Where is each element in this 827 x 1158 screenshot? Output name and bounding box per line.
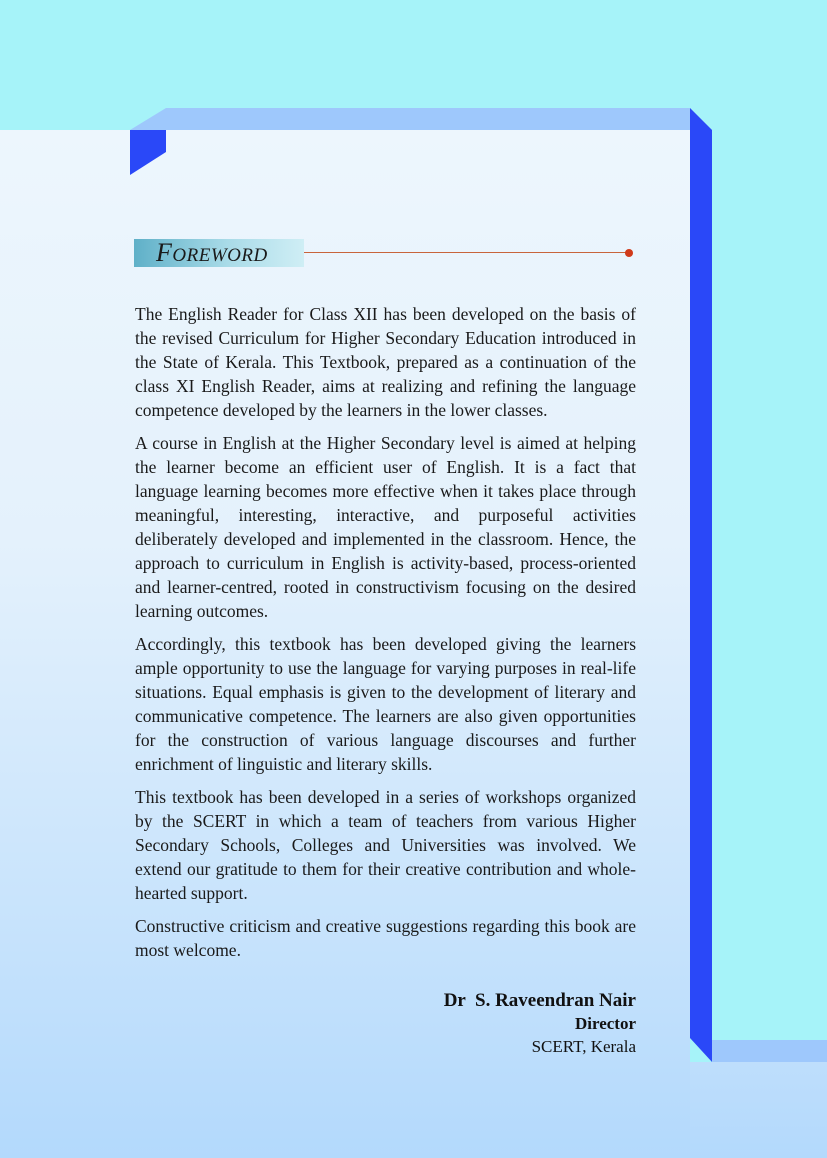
decor-right-side — [690, 108, 712, 1062]
title-initial: F — [156, 238, 173, 267]
signature-organization: SCERT, Kerala — [531, 1037, 636, 1056]
foreword-title — [156, 238, 268, 268]
signature-title: Director — [574, 1014, 636, 1033]
foreword-body — [135, 302, 636, 971]
paragraph-1: The English Reader for Class XII has been developed on the basis of the revised Curriculum for Higher Secondary Education introduced in the State of Kerala. This Textbook, prepared as a continuation of the class XI English Reader, aims at realizing and refining the language competence developed by the learners in the lower classes. — [135, 304, 636, 420]
decor-right-strip — [712, 1040, 827, 1062]
foreword-heading — [134, 239, 304, 267]
paragraph-3: Accordingly, this textbook has been developed giving the learners ample opportunity to use the language for varying purposes in real-life situations. Equal emphasis is given to the development of literary and communicative competence. The learners are also given opportunities for the construction of various language discourses and further enrichment of linguistic and literary skills. — [135, 634, 636, 774]
paragraph-2: A course in English at the Higher Secondary level is aimed at helping the learner become an efficient user of English. It is a fact that language learning becomes more effective when it takes place through meaningful, interesting, interactive, and purposeful activities deliberately developed and implemented in the classroom. Hence, the approach to curriculum in English is activity-based, process-oriented and learner-centred, rooted in constructivism focusing on the desired learning outcomes. — [135, 433, 636, 621]
decor-bottom-fill — [690, 1062, 827, 1158]
heading-rule-dot — [625, 249, 633, 257]
signature-name: Dr S. Raveendran Nair — [443, 990, 636, 1011]
paragraph-5: Constructive criticism and creative suggestions regarding this book are most welcome. — [135, 916, 636, 960]
paragraph-4: This textbook has been developed in a series of workshops organized by the SCERT in which a team of teachers from various Higher Secondary Schools, Colleges and Universities was involved. We extend our gratitude to them for their creative contribution and whole-hearted support. — [135, 787, 636, 903]
heading-rule — [304, 252, 628, 253]
signature-block — [444, 988, 636, 1059]
title-rest: OREWORD — [172, 245, 268, 266]
decor-top-bevel — [130, 108, 712, 130]
